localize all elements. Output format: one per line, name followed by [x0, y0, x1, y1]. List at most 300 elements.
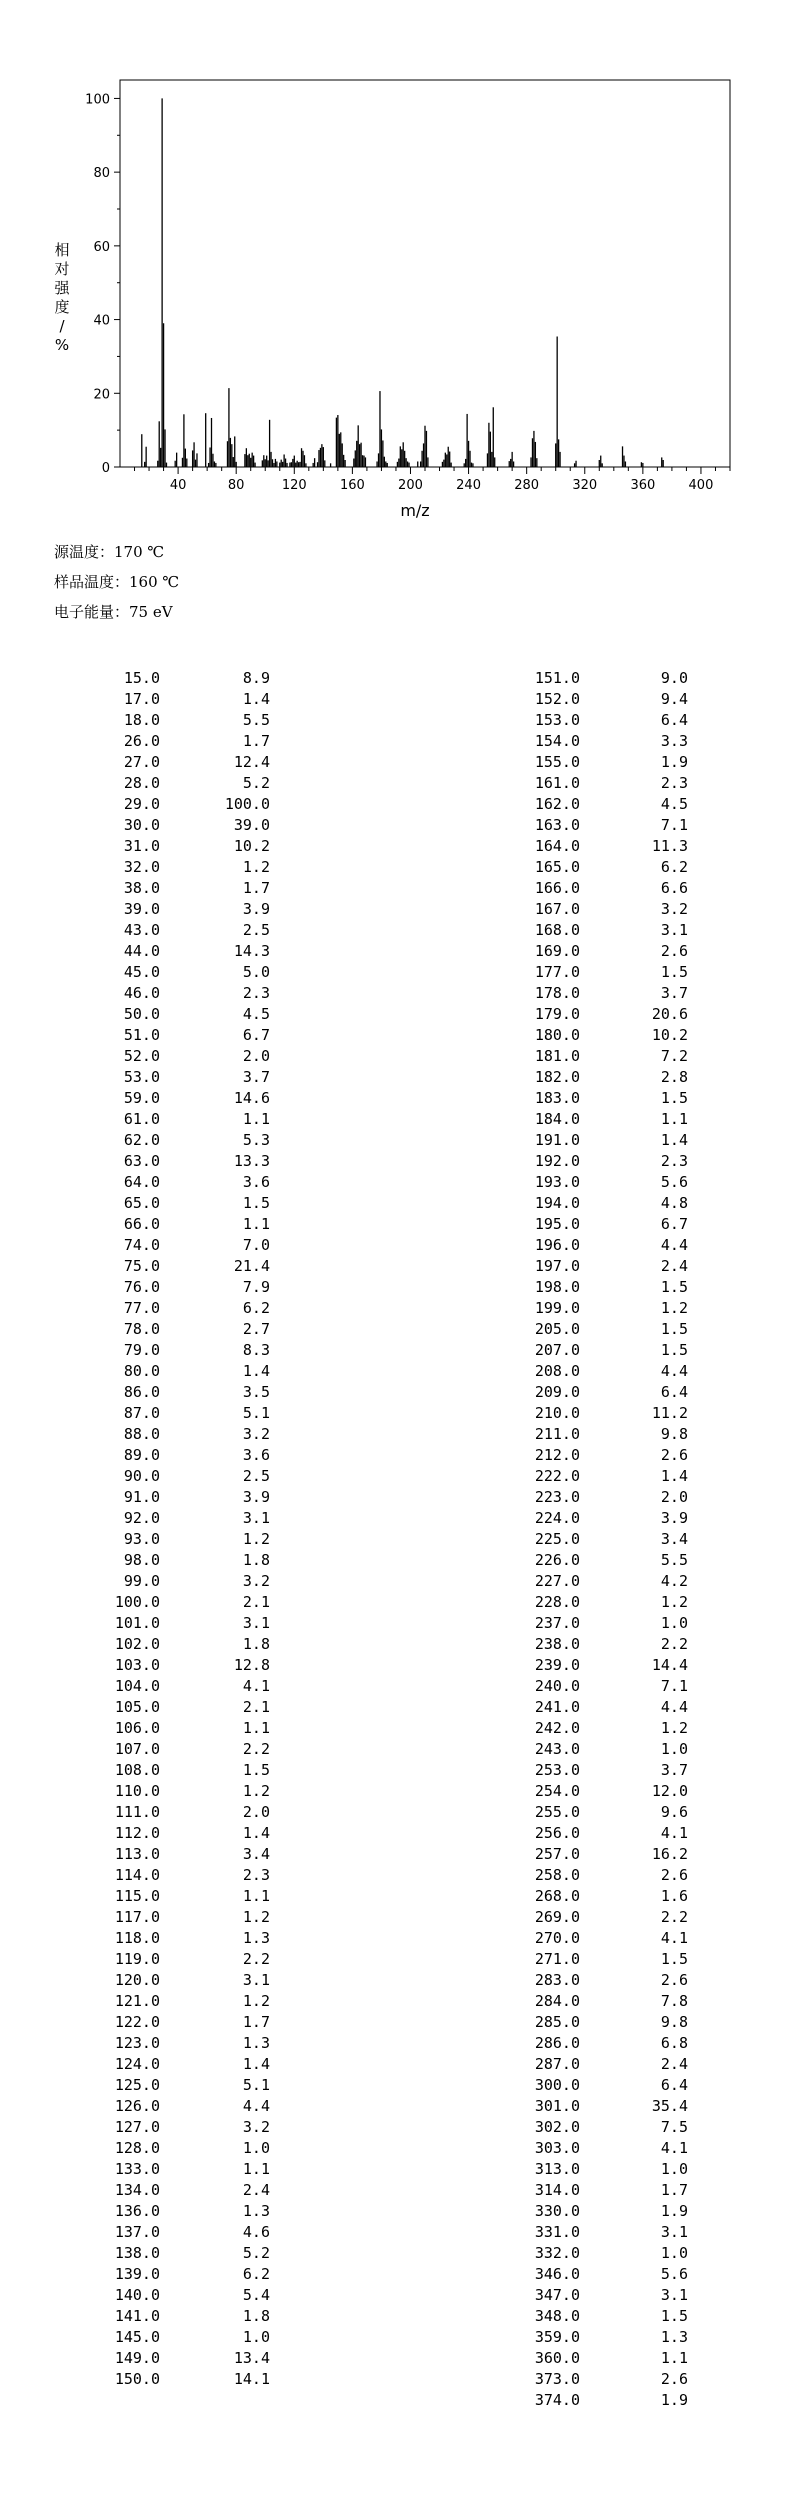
table-row — [0, 2285, 700, 2306]
abundance-value: 1.5 — [660, 1950, 688, 1968]
abundance-value: 1.5 — [242, 1761, 270, 1779]
table-row — [0, 2306, 700, 2327]
mz-value: 258.0 — [534, 1866, 580, 1884]
mz-value: 93.0 — [123, 1530, 160, 1548]
abundance-value: 3.2 — [242, 1425, 270, 1443]
abundance-value: 4.1 — [660, 1824, 688, 1842]
mz-value: 43.0 — [123, 921, 160, 939]
abundance-value: 12.4 — [233, 753, 270, 771]
mz-value: 286.0 — [534, 2034, 580, 2052]
table-row — [0, 1844, 700, 1865]
mz-value: 348.0 — [534, 2307, 580, 2325]
abundance-value: 6.4 — [660, 711, 688, 729]
abundance-value: 3.9 — [660, 1509, 688, 1527]
mz-value: 46.0 — [123, 984, 160, 1002]
mz-value: 242.0 — [534, 1719, 580, 1737]
mz-value: 127.0 — [114, 2118, 160, 2136]
table-row — [0, 1004, 700, 1025]
table-row — [0, 2180, 700, 2201]
abundance-value: 2.3 — [660, 774, 688, 792]
abundance-value: 11.2 — [651, 1404, 688, 1422]
mz-value: 88.0 — [123, 1425, 160, 1443]
y-axis-label-char: 强 — [54, 279, 70, 297]
abundance-value: 1.1 — [660, 1110, 688, 1128]
abundance-value: 9.8 — [660, 1425, 688, 1443]
mz-value: 66.0 — [123, 1215, 160, 1233]
mz-value: 74.0 — [123, 1236, 160, 1254]
table-row — [0, 1760, 700, 1781]
mz-value: 164.0 — [534, 837, 580, 855]
mz-value: 91.0 — [123, 1488, 160, 1506]
abundance-value: 3.1 — [242, 1509, 270, 1527]
abundance-value: 5.5 — [242, 711, 270, 729]
mz-value: 98.0 — [123, 1551, 160, 1569]
mz-value: 178.0 — [534, 984, 580, 1002]
abundance-value: 5.6 — [660, 2265, 688, 2283]
mz-value: 165.0 — [534, 858, 580, 876]
abundance-value: 5.1 — [242, 2076, 270, 2094]
abundance-value: 1.1 — [242, 1719, 270, 1737]
mz-value: 199.0 — [534, 1299, 580, 1317]
abundance-value: 1.3 — [242, 2034, 270, 2052]
abundance-value: 100.0 — [224, 795, 270, 813]
abundance-value: 6.8 — [660, 2034, 688, 2052]
abundance-value: 1.1 — [242, 2160, 270, 2178]
abundance-value: 3.5 — [242, 1383, 270, 1401]
table-row — [0, 1802, 700, 1823]
abundance-value: 9.8 — [660, 2013, 688, 2031]
abundance-value: 9.6 — [660, 1803, 688, 1821]
y-tick-label: 80 — [93, 166, 110, 182]
abundance-value: 1.4 — [242, 2055, 270, 2073]
table-row — [0, 1403, 700, 1424]
table-row — [0, 1130, 700, 1151]
y-axis-label — [54, 241, 70, 354]
mz-value: 52.0 — [123, 1047, 160, 1065]
mz-value: 87.0 — [123, 1404, 160, 1422]
mz-value: 196.0 — [534, 1236, 580, 1254]
abundance-value: 7.1 — [660, 816, 688, 834]
mz-value: 287.0 — [534, 2055, 580, 2073]
abundance-value: 13.3 — [233, 1152, 270, 1170]
abundance-value: 1.3 — [242, 2202, 270, 2220]
abundance-value: 2.6 — [660, 1866, 688, 1884]
table-row — [0, 2054, 700, 2075]
abundance-value: 1.2 — [242, 1992, 270, 2010]
mz-value: 53.0 — [123, 1068, 160, 1086]
abundance-value: 3.1 — [660, 921, 688, 939]
mz-value: 18.0 — [123, 711, 160, 729]
table-row — [0, 752, 700, 773]
table-row — [0, 1655, 700, 1676]
mz-value: 303.0 — [534, 2139, 580, 2157]
x-tick-label: 280 — [514, 478, 540, 493]
mz-value: 300.0 — [534, 2076, 580, 2094]
table-row — [0, 1949, 700, 1970]
table-row — [0, 1151, 700, 1172]
mz-value: 121.0 — [114, 1992, 160, 2010]
table-row — [0, 815, 700, 836]
abundance-value: 1.9 — [660, 753, 688, 771]
mz-value: 257.0 — [534, 1845, 580, 1863]
abundance-value: 1.8 — [242, 1635, 270, 1653]
mz-value: 39.0 — [123, 900, 160, 918]
mz-value: 152.0 — [534, 690, 580, 708]
mz-value: 208.0 — [534, 1362, 580, 1380]
abundance-value: 1.4 — [660, 1131, 688, 1149]
mz-value: 166.0 — [534, 879, 580, 897]
table-row — [0, 1865, 700, 1886]
abundance-value: 2.1 — [242, 1593, 270, 1611]
abundance-value: 4.5 — [242, 1005, 270, 1023]
abundance-value: 2.6 — [660, 2370, 688, 2388]
table-row — [0, 2012, 700, 2033]
abundance-value: 6.7 — [660, 1215, 688, 1233]
abundance-value: 8.3 — [242, 1341, 270, 1359]
mass-spectrum-chart — [0, 0, 794, 530]
mz-value: 212.0 — [534, 1446, 580, 1464]
mz-value: 182.0 — [534, 1068, 580, 1086]
x-tick-label: 120 — [281, 478, 307, 493]
abundance-value: 2.5 — [242, 1467, 270, 1485]
abundance-value: 1.5 — [660, 1341, 688, 1359]
abundance-value: 1.5 — [660, 1089, 688, 1107]
abundance-value: 5.2 — [242, 2244, 270, 2262]
mz-value: 197.0 — [534, 1257, 580, 1275]
mz-value: 222.0 — [534, 1467, 580, 1485]
x-tick-label: 320 — [572, 478, 598, 493]
mz-value: 63.0 — [123, 1152, 160, 1170]
abundance-value: 5.0 — [242, 963, 270, 981]
table-row — [0, 1928, 700, 1949]
table-row — [0, 2075, 700, 2096]
abundance-value: 1.5 — [660, 2307, 688, 2325]
mz-value: 44.0 — [123, 942, 160, 960]
mz-value: 313.0 — [534, 2160, 580, 2178]
abundance-value: 8.9 — [242, 669, 270, 687]
mz-value: 330.0 — [534, 2202, 580, 2220]
table-row — [0, 1382, 700, 1403]
mz-value: 103.0 — [114, 1656, 160, 1674]
mz-value: 79.0 — [123, 1341, 160, 1359]
table-row — [0, 1739, 700, 1760]
table-row — [0, 1025, 700, 1046]
mz-value: 104.0 — [114, 1677, 160, 1695]
abundance-value: 1.7 — [660, 2181, 688, 2199]
abundance-value: 1.0 — [660, 2244, 688, 2262]
y-tick-label: 40 — [93, 313, 110, 329]
electron-energy: 电子能量：75 eV — [54, 603, 173, 621]
abundance-value: 3.7 — [660, 1761, 688, 1779]
x-tick-label: 80 — [227, 478, 245, 493]
y-tick-label: 20 — [93, 387, 110, 403]
mz-value: 110.0 — [114, 1782, 160, 1800]
abundance-value: 12.8 — [233, 1656, 270, 1674]
table-row — [0, 1340, 700, 1361]
mz-value: 123.0 — [114, 2034, 160, 2052]
abundance-value: 4.1 — [660, 1929, 688, 1947]
abundance-value: 2.3 — [242, 1866, 270, 1884]
abundance-value: 2.3 — [660, 1152, 688, 1170]
abundance-value: 16.2 — [651, 1845, 688, 1863]
abundance-value: 1.2 — [242, 1530, 270, 1548]
abundance-value: 6.4 — [660, 2076, 688, 2094]
y-axis-label-char: 度 — [54, 298, 70, 316]
table-row — [0, 1172, 700, 1193]
mz-value: 302.0 — [534, 2118, 580, 2136]
table-row — [0, 1697, 700, 1718]
mz-value: 75.0 — [123, 1257, 160, 1275]
mz-value: 89.0 — [123, 1446, 160, 1464]
abundance-value: 2.0 — [242, 1803, 270, 1821]
mz-value: 113.0 — [114, 1845, 160, 1863]
y-axis-label-char: / — [59, 317, 65, 335]
y-axis-ticks — [85, 92, 120, 476]
mz-value: 284.0 — [534, 1992, 580, 2010]
mz-value: 17.0 — [123, 690, 160, 708]
mz-value: 15.0 — [123, 669, 160, 687]
mz-value: 209.0 — [534, 1383, 580, 1401]
abundance-value: 1.5 — [660, 1320, 688, 1338]
mz-value: 108.0 — [114, 1761, 160, 1779]
abundance-value: 20.6 — [651, 1005, 688, 1023]
abundance-value: 5.6 — [660, 1173, 688, 1191]
x-tick-label: 360 — [630, 478, 656, 493]
abundance-value: 3.6 — [242, 1446, 270, 1464]
table-row — [0, 731, 700, 752]
table-row — [0, 773, 700, 794]
mz-value: 138.0 — [114, 2244, 160, 2262]
mz-value: 240.0 — [534, 1677, 580, 1695]
mz-value: 180.0 — [534, 1026, 580, 1044]
abundance-value: 4.4 — [660, 1362, 688, 1380]
mz-value: 26.0 — [123, 732, 160, 750]
mz-value: 253.0 — [534, 1761, 580, 1779]
table-row — [0, 1235, 700, 1256]
abundance-value: 1.7 — [242, 2013, 270, 2031]
mz-value: 38.0 — [123, 879, 160, 897]
table-row — [0, 1508, 700, 1529]
abundance-value: 2.3 — [242, 984, 270, 1002]
sample-temperature: 样品温度：160 ℃ — [54, 573, 180, 591]
table-row — [0, 1088, 700, 1109]
abundance-value: 1.5 — [660, 963, 688, 981]
mz-value: 107.0 — [114, 1740, 160, 1758]
table-row — [0, 2222, 700, 2243]
abundance-value: 3.4 — [242, 1845, 270, 1863]
table-row — [0, 1298, 700, 1319]
mz-value: 122.0 — [114, 2013, 160, 2031]
table-row — [0, 2369, 700, 2390]
x-tick-label: 240 — [456, 478, 481, 493]
mz-value: 50.0 — [123, 1005, 160, 1023]
table-row — [0, 2243, 700, 2264]
mz-value: 347.0 — [534, 2286, 580, 2304]
abundance-value: 2.4 — [660, 1257, 688, 1275]
conditions-block — [54, 537, 179, 627]
table-row — [0, 1445, 700, 1466]
mz-value: 126.0 — [114, 2097, 160, 2115]
mz-value: 228.0 — [534, 1593, 580, 1611]
y-axis-label-char: % — [54, 336, 70, 354]
mz-value: 136.0 — [114, 2202, 160, 2220]
table-row — [0, 1067, 700, 1088]
abundance-value: 2.2 — [242, 1950, 270, 1968]
mz-value: 80.0 — [123, 1362, 160, 1380]
mz-value: 162.0 — [534, 795, 580, 813]
abundance-value: 7.2 — [660, 1047, 688, 1065]
abundance-value: 1.5 — [660, 1278, 688, 1296]
abundance-value: 4.8 — [660, 1194, 688, 1212]
mz-value: 198.0 — [534, 1278, 580, 1296]
mz-value: 177.0 — [534, 963, 580, 981]
abundance-value: 2.2 — [660, 1635, 688, 1653]
table-row — [0, 1424, 700, 1445]
mz-value: 90.0 — [123, 1467, 160, 1485]
table-row — [0, 1487, 700, 1508]
abundance-value: 14.1 — [233, 2370, 270, 2388]
abundance-value: 2.2 — [242, 1740, 270, 1758]
table-row — [0, 2138, 700, 2159]
table-row — [0, 2117, 700, 2138]
abundance-value: 3.1 — [660, 2223, 688, 2241]
mz-value: 207.0 — [534, 1341, 580, 1359]
abundance-value: 7.0 — [242, 1236, 270, 1254]
abundance-value: 1.0 — [242, 2328, 270, 2346]
abundance-value: 6.2 — [242, 2265, 270, 2283]
table-row — [0, 1571, 700, 1592]
mz-value: 78.0 — [123, 1320, 160, 1338]
abundance-value: 4.4 — [660, 1236, 688, 1254]
table-row — [0, 1613, 700, 1634]
mz-value: 179.0 — [534, 1005, 580, 1023]
abundance-value: 3.9 — [242, 1488, 270, 1506]
abundance-value: 3.2 — [660, 900, 688, 918]
table-row — [0, 2327, 700, 2348]
mz-value: 31.0 — [123, 837, 160, 855]
table-row — [0, 1319, 700, 1340]
abundance-value: 3.4 — [660, 1530, 688, 1548]
abundance-value: 1.0 — [660, 1740, 688, 1758]
abundance-value: 14.6 — [233, 1089, 270, 1107]
x-tick-label: 160 — [339, 478, 365, 493]
mz-value: 112.0 — [114, 1824, 160, 1842]
mz-value: 226.0 — [534, 1551, 580, 1569]
y-tick-label: 60 — [93, 239, 110, 255]
abundance-value: 1.8 — [242, 1551, 270, 1569]
abundance-value: 2.7 — [242, 1320, 270, 1338]
abundance-value: 2.5 — [242, 921, 270, 939]
mz-value: 155.0 — [534, 753, 580, 771]
mz-value: 243.0 — [534, 1740, 580, 1758]
mz-value: 283.0 — [534, 1971, 580, 1989]
mz-value: 76.0 — [123, 1278, 160, 1296]
y-tick-label: 0 — [101, 461, 110, 476]
mz-value: 285.0 — [534, 2013, 580, 2031]
mz-value: 29.0 — [123, 795, 160, 813]
abundance-value: 1.2 — [660, 1299, 688, 1317]
table-row — [0, 710, 700, 731]
abundance-value: 1.1 — [242, 1887, 270, 1905]
mz-value: 124.0 — [114, 2055, 160, 2073]
mz-value: 28.0 — [123, 774, 160, 792]
table-row — [0, 1046, 700, 1067]
abundance-value: 5.2 — [242, 774, 270, 792]
x-tick-label: 40 — [169, 478, 187, 493]
mz-value: 119.0 — [114, 1950, 160, 1968]
table-row — [0, 794, 700, 815]
y-axis-label-char: 相 — [54, 241, 70, 259]
mz-value: 194.0 — [534, 1194, 580, 1212]
mz-value: 211.0 — [534, 1425, 580, 1443]
abundance-value: 6.7 — [242, 1026, 270, 1044]
table-row — [0, 1466, 700, 1487]
mz-value: 163.0 — [534, 816, 580, 834]
abundance-value: 3.2 — [242, 2118, 270, 2136]
mz-value: 238.0 — [534, 1635, 580, 1653]
abundance-value: 2.0 — [242, 1047, 270, 1065]
mz-value: 359.0 — [534, 2328, 580, 2346]
table-row — [0, 1991, 700, 2012]
table-row — [0, 2201, 700, 2222]
mz-value: 111.0 — [114, 1803, 160, 1821]
table-row — [0, 1823, 700, 1844]
abundance-value: 3.9 — [242, 900, 270, 918]
abundance-value: 1.3 — [242, 1929, 270, 1947]
abundance-value: 2.1 — [242, 1698, 270, 1716]
abundance-value: 1.0 — [660, 1614, 688, 1632]
abundance-value: 3.7 — [660, 984, 688, 1002]
x-tick-label: 200 — [398, 478, 423, 493]
mz-value: 301.0 — [534, 2097, 580, 2115]
abundance-value: 5.5 — [660, 1551, 688, 1569]
abundance-value: 9.0 — [660, 669, 688, 687]
abundance-value: 6.6 — [660, 879, 688, 897]
mz-value: 30.0 — [123, 816, 160, 834]
peak-table-right — [0, 668, 700, 2411]
abundance-value: 4.1 — [242, 1677, 270, 1695]
mz-value: 150.0 — [114, 2370, 160, 2388]
table-row — [0, 1550, 700, 1571]
mz-value: 241.0 — [534, 1698, 580, 1716]
mz-value: 118.0 — [114, 1929, 160, 1947]
abundance-value: 6.4 — [660, 1383, 688, 1401]
table-row — [0, 2348, 700, 2369]
mz-value: 32.0 — [123, 858, 160, 876]
mz-value: 151.0 — [534, 669, 580, 687]
mz-value: 331.0 — [534, 2223, 580, 2241]
mz-value: 139.0 — [114, 2265, 160, 2283]
mz-value: 223.0 — [534, 1488, 580, 1506]
table-row — [0, 1907, 700, 1928]
table-row — [0, 857, 700, 878]
abundance-value: 1.4 — [242, 1362, 270, 1380]
abundance-value: 35.4 — [651, 2097, 688, 2115]
abundance-value: 1.2 — [242, 1782, 270, 1800]
table-row — [0, 2159, 700, 2180]
abundance-value: 13.4 — [233, 2349, 270, 2367]
mz-value: 61.0 — [123, 1110, 160, 1128]
abundance-value: 2.4 — [660, 2055, 688, 2073]
mz-value: 65.0 — [123, 1194, 160, 1212]
abundance-value: 1.1 — [242, 1110, 270, 1128]
mz-value: 137.0 — [114, 2223, 160, 2241]
mz-value: 183.0 — [534, 1089, 580, 1107]
mz-value: 117.0 — [114, 1908, 160, 1926]
abundance-value: 9.4 — [660, 690, 688, 708]
abundance-value: 3.6 — [242, 1173, 270, 1191]
mz-value: 374.0 — [534, 2391, 580, 2409]
